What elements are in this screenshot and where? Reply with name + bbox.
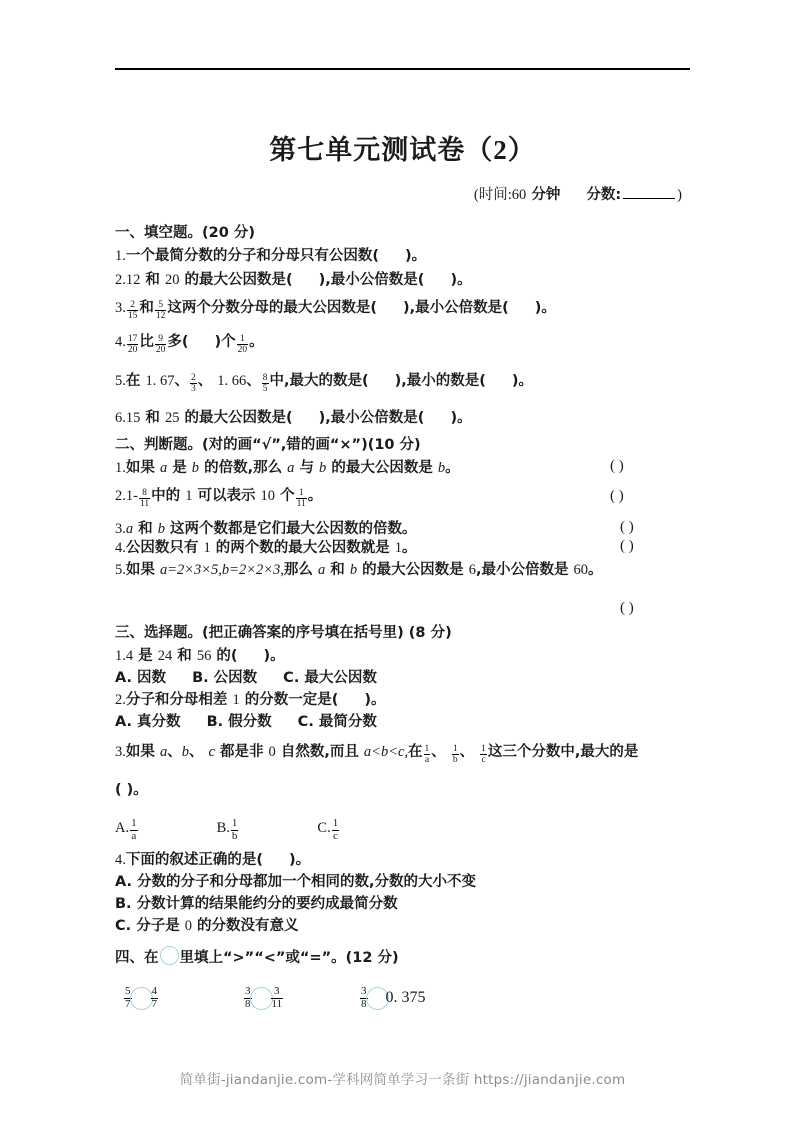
comparison-pair-2-left: $\frac{3}{8}$ [245,984,251,1010]
mc-q2-option-b[interactable]: B. 假分数 [206,714,272,730]
tf-q2-number: 2. [115,488,126,504]
tf-q1-text-e: 的最大公因数是 [326,460,438,476]
fill-q5-number: 5. [115,373,126,389]
tf-q1 [115,458,460,479]
fill-q1-number: 1. [115,248,126,264]
comparison-pair-1-circle[interactable] [130,987,153,1010]
tf-q1-text-f: 。 [445,460,460,476]
mc-q1-text-b: 和 [172,648,197,664]
mc-q2-options [115,712,377,733]
mc-q3-sep-1: 、 [167,744,182,760]
comparison-pair-3 [359,975,426,1021]
mc-q2-text-c: )。 [364,692,386,708]
fill-q6-text-d: )。 [450,410,472,426]
tf-q5-num-60: 60 [573,562,588,578]
comparison-heading-a: 四、在 [115,950,159,966]
mc-q3-option-c-fraction[interactable]: $\frac{1}{c}$ [332,817,339,843]
mc-q1-option-b[interactable]: B. 公因数 [192,670,258,686]
exam-info-suffix: ) [677,187,682,203]
mc-q2-num-1: 1 [232,692,240,708]
mc-q1-option-c[interactable]: C. 最大公因数 [283,670,377,686]
comparison-pair-2-circle[interactable] [250,987,273,1010]
exam-info [115,183,690,204]
tf-q5 [115,560,603,581]
tf-q1-text-d: 与 [294,460,320,476]
tf-q5-num-6: 6 [468,562,476,578]
mc-q3-text-b: 都是非 [214,744,269,760]
tf-q5-answer-bracket[interactable]: ( ) [620,600,634,616]
tf-q1-text-a: 如果 [125,460,160,476]
fill-q4-fraction-1: $\frac{17}{20}$ [127,333,138,356]
fill-q6-num-15: 15 [125,410,141,426]
fill-q2-number: 2. [115,272,126,288]
fill-q4-fraction-2: $\frac{9}{20}$ [155,333,166,356]
fill-q5-decimal-2: 1. 66 [217,373,247,389]
fill-q4-text-a: 比 [139,334,154,350]
tf-q2-text-d: 。 [307,488,323,504]
fill-q1-text-a: 一个最简分数的分子和分母只有公因数( [125,248,380,264]
mc-q1-text-c: 的( [211,648,238,664]
tf-q2-text-c: 个 [275,488,295,504]
mc-q1-text-a: 是 [133,648,158,664]
comparison-pair-3-right: 0. 375 [385,989,426,1006]
mc-q2-text-b: 的分数一定是( [239,692,339,708]
tf-q1-text-c: 的倍数,那么 [199,460,288,476]
tf-q2-fraction-1: $\frac{8}{11}$ [139,487,150,510]
tf-q2-text-b: 可以表示 [192,488,261,504]
mc-q2-number: 2. [115,692,126,708]
fill-q1-text-b: )。 [405,248,427,264]
tf-q2-num-1: 1 [185,488,193,504]
mc-q3-sep-3: 、 [431,744,451,760]
fill-q5-text-d: )。 [511,373,534,389]
mc-q1-num-4: 4 [125,648,134,664]
mc-q3-option-a-label: A. [115,820,130,836]
fill-q4-text-c: )个 [214,334,236,350]
mc-q1-number: 1. [115,648,126,664]
exam-time-unit: 分钟 [526,187,561,203]
fill-q6-number: 6. [115,410,126,426]
mc-q1-option-a[interactable]: A. 因数 [115,670,167,686]
tf-q4-text-b: 的两个数的最大公因数就是 [210,540,395,556]
fill-q4-text-b: 多( [167,334,189,350]
tf-q2-fraction-2: $\frac{1}{11}$ [296,487,306,510]
mc-q3-sep-2: 、 [188,744,209,760]
tf-q2-text-a: 中的 [151,488,186,504]
mc-q3-answer-bracket[interactable]: ( )。 [115,782,148,798]
section-comparison-heading [115,946,399,969]
fill-q2-num-20: 20 [164,272,180,288]
mc-q4-option-b[interactable]: B. 分数计算的结果能约分的要约成最简分数 [115,896,398,912]
mc-q1-num-56: 56 [196,648,212,664]
mc-q1 [115,646,285,667]
fill-q5-text-c: ),最小的数是( [394,373,486,389]
fill-q2-text-b: 的最大公因数是( [179,272,293,288]
fill-q2-text-c: ),最小公倍数是( [318,272,425,288]
header-divider [115,68,690,70]
fill-q6-num-25: 25 [164,410,180,426]
tf-q4 [115,538,417,559]
comparison-pair-1-right: $\frac{4}{7}$ [151,984,157,1010]
fill-q5-text-b: 中,最大的数是( [269,373,369,389]
mc-q3-var-b: b [181,744,189,760]
tf-q5-text-d: 的最大公因数是 [357,562,469,578]
tf-q4-text-a: 公因数只有 [125,540,204,556]
mc-q3-text-e: 这三个分数中,最大的是 [487,744,639,760]
mc-q3-option-b-label: B. [216,820,230,836]
comparison-pair-1 [123,975,159,1021]
mc-q1-text-d: )。 [263,648,285,664]
mc-q2-option-a[interactable]: A. 真分数 [115,714,181,730]
comparison-pair-3-left: $\frac{3}{8}$ [361,984,367,1010]
mc-q3-option-b-fraction[interactable]: $\frac{1}{b}$ [231,817,238,843]
tf-q1-var-b: b [191,460,200,476]
fill-q4-text-d: 。 [249,334,264,350]
tf-q1-var-d: b [319,460,327,476]
mc-q3-fraction-2: $\frac{1}{b}$ [452,743,458,766]
mc-q4-text-a: 下面的叙述正确的是( [125,852,264,868]
tf-q4-num-1: 1 [203,540,211,556]
fill-q6-text-a: 和 [140,410,165,426]
mc-q1-num-24: 24 [157,648,173,664]
fill-q5-text-a: 在 [125,373,146,389]
tf-q5-var-b: b [349,562,358,578]
section-fill-in-blank-heading: 一、填空题。(20 分) [115,225,255,241]
fill-q2 [115,270,472,291]
fill-q2-num-12: 12 [125,272,141,288]
tf-q3-text-a: 和 [133,521,158,537]
mc-q3-number: 3. [115,744,126,760]
tf-q1-text-b: 是 [167,460,192,476]
mc-q4-text-b: )。 [289,852,311,868]
tf-q1-var-a: a [159,460,168,476]
tf-q1-var-c: a [287,460,295,476]
fill-q2-text-d: )。 [450,272,472,288]
fill-q4 [115,332,264,355]
fill-q5-fraction-1: $\frac{2}{3}$ [190,372,196,395]
tf-q3-text-b: 这两个数都是它们最大公因数的倍数。 [164,521,417,537]
mc-q3-inequality: a<b<c, [363,744,409,760]
fill-q3-number: 3. [115,300,126,316]
fill-q4-number: 4. [115,334,126,350]
mc-q2-option-c[interactable]: C. 最简分数 [297,714,377,730]
fill-q3-text-b: 这两个分数分母的最大公因数是( [167,300,378,316]
mc-q3-var-a: a [159,744,168,760]
tf-q3-var-b: b [157,521,165,537]
mc-q4-option-c-suffix: 的分数没有意义 [192,918,299,934]
page-title: 第七单元测试卷（2） [269,135,536,165]
tf-q2-minus: - [133,488,138,504]
comparison-pair-1-left: $\frac{5}{7}$ [125,984,131,1010]
fill-q5-sep-2: 、 [197,373,218,389]
fill-q3-fraction-2: $\frac{5}{12}$ [155,299,166,322]
score-label: 分数: [586,187,622,203]
comparison-heading-b: 里填上“>”“<”或“=”。(12 分) [179,950,399,966]
fill-q4-fraction-3: $\frac{1}{20}$ [237,333,248,356]
mc-q4 [115,850,310,871]
tf-q5-number: 5. [115,562,126,578]
mc-q3-text-d: 在 [408,744,423,760]
tf-q2 [115,486,322,509]
comparison-pair-2-right: $\frac{3}{11}$ [271,984,283,1010]
mc-q3-var-c: c [208,744,215,760]
fill-q6-text-b: 的最大公因数是( [179,410,293,426]
tf-q5-text-a: 如果 [125,562,160,578]
comparison-circle-icon [160,946,179,965]
mc-q1-options [115,668,377,689]
fill-q2-text-a: 和 [140,272,165,288]
fill-q3-text-d: )。 [534,300,556,316]
tf-q5-text-c: 和 [325,562,350,578]
mc-q3 [115,742,638,765]
fill-q5-sep-1: 、 [174,373,189,389]
fill-q3-fraction-1: $\frac{2}{15}$ [127,299,138,322]
tf-q1-var-e: b [437,460,446,476]
fill-q5-sep-3: 、 [246,373,261,389]
tf-q4-text-c: 。 [402,540,417,556]
tf-q5-text-b: 那么 [283,562,318,578]
comparison-pair-2 [243,975,284,1021]
tf-q5-text-e: ,最小公倍数是 [475,562,574,578]
tf-q5-text-f: 。 [588,562,603,578]
tf-q4-num-2: 1 [394,540,403,556]
score-blank[interactable] [623,185,675,199]
tf-q3-answer-bracket[interactable]: ( ) [620,519,634,535]
mc-q4-option-c-num: 0 [184,918,192,934]
comparison-row [115,975,690,1025]
mc-q3-text-c: 自然数,而且 [275,744,364,760]
tf-q1-answer-bracket[interactable]: ( ) [610,458,624,474]
mc-q2 [115,690,386,711]
tf-q5-var-a: a [317,562,326,578]
section-multiple-choice-heading: 三、选择题。(把正确答案的序号填在括号里) (8 分) [115,625,452,641]
mc-q2-text-a: 分子和分母相差 [125,692,233,708]
tf-q4-number: 4. [115,540,126,556]
tf-q5-expr-b: b=2×2×3, [221,562,284,578]
exam-time-value: 60 [511,187,527,203]
fill-q1 [115,246,426,267]
mc-q4-number: 4. [115,852,126,868]
fill-q3 [115,298,556,321]
fill-q3-text-a: 和 [139,300,154,316]
tf-q2-num-10: 10 [260,488,276,504]
fill-q5 [115,371,533,394]
mc-q3-sep-4: 、 [459,744,480,760]
tf-q5-expr-a: a=2×3×5, [159,562,222,578]
tf-q3 [115,519,417,540]
tf-q2-answer-bracket[interactable]: ( ) [610,488,624,504]
fill-q6 [115,408,472,429]
mc-q3-options [115,818,340,843]
tf-q3-var-a: a [125,521,134,537]
tf-q1-number: 1. [115,460,126,476]
tf-q4-answer-bracket[interactable]: ( ) [620,538,634,554]
fill-q5-fraction-2: $\frac{8}{5}$ [262,372,268,395]
fill-q3-text-c: ),最小公倍数是( [403,300,509,316]
mc-q4-option-c-prefix: C. 分子是 [115,918,185,934]
mc-q4-option-a[interactable]: A. 分数的分子和分母都加一个相同的数,分数的大小不变 [115,874,477,890]
fill-q5-decimal-1: 1. 67 [145,373,175,389]
tf-q3-number: 3. [115,521,126,537]
mc-q3-fraction-3: $\frac{1}{c}$ [481,743,486,766]
mc-q3-option-c-label: C. [317,820,331,836]
tf-q2-lead: 1 [125,488,134,504]
mc-q3-text-a: 如果 [125,744,160,760]
exam-info-prefix: (时间: [473,187,512,203]
mc-q3-num-0: 0 [268,744,276,760]
section-true-false-heading: 二、判断题。(对的画“√”,错的画“×”)(10 分) [115,437,421,453]
mc-q3-option-a-fraction[interactable]: $\frac{1}{a}$ [131,817,137,843]
mc-q4-option-c[interactable] [115,916,299,937]
mc-q3-fraction-1: $\frac{1}{a}$ [424,743,430,766]
fill-q6-text-c: ),最小公倍数是( [318,410,425,426]
footer-watermark: 简单街-jiandanjie.com-学科网简单学习一条街 https://jiandanjie.com [179,1072,626,1088]
